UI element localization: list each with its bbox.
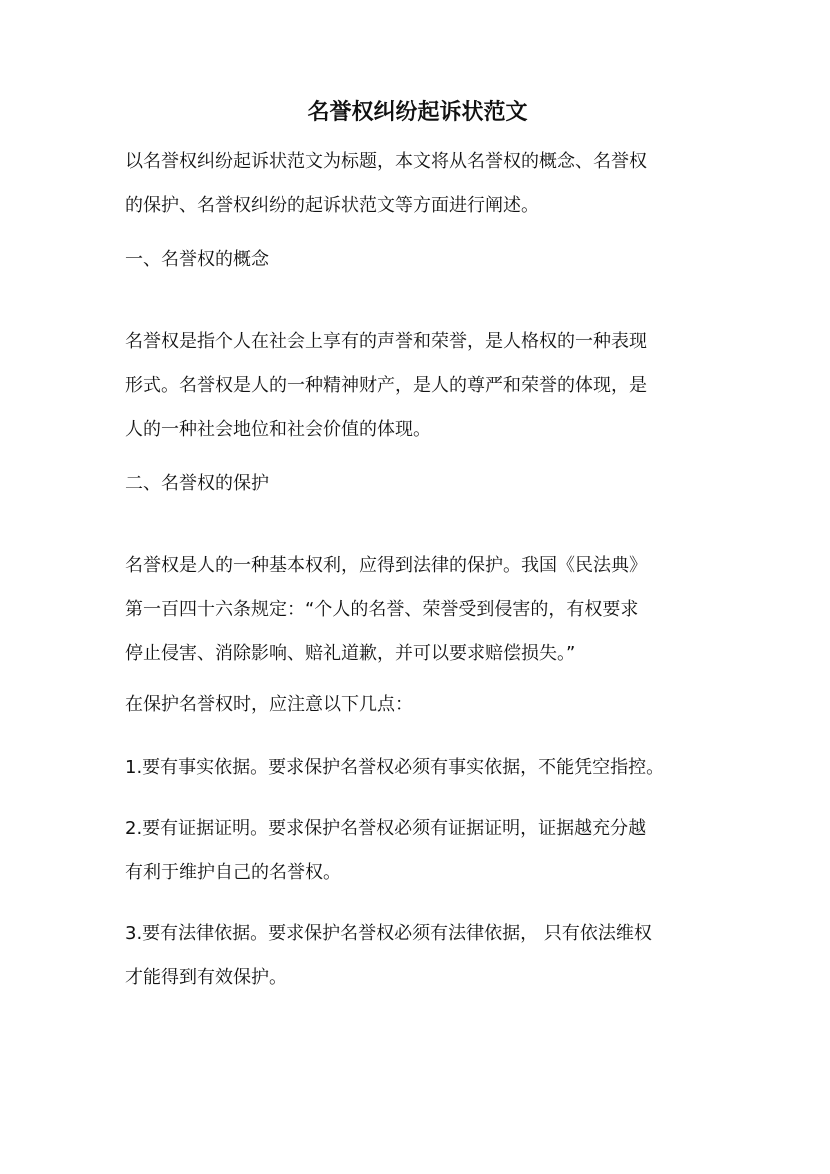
- list-item: 1.要有事实依据。要求保护名誉权必须有事实依据，不能凭空指控。: [125, 757, 665, 778]
- document-title: 名誉权纠纷起诉状范文: [307, 100, 528, 125]
- concept-paragraph: 名誉权是指个人在社会上享有的声誉和荣誉，是人格权的一种表现 形式。名誉权是人的一种精神财产，是人的尊严和荣誉的体现，是 人的一种社会地位和社会价值的体现。: [125, 331, 647, 440]
- protection-note: 在保护名誉权时，应注意以下几点：: [125, 694, 413, 715]
- list-item: 3.要有法律依据。要求保护名誉权必须有法律依据， 只有依法维权 才能得到有效保护。: [125, 923, 652, 988]
- document-body: [125, 95, 710, 1000]
- list-item: 2.要有证据证明。要求保护名誉权必须有证据证明，证据越充分越 有利于维护自己的名誉权。: [125, 818, 647, 883]
- section-heading-concept: 一、名誉权的概念: [125, 249, 269, 270]
- section-heading-protection: 二、名誉权的保护: [125, 473, 269, 494]
- intro-paragraph: 以名誉权纠纷起诉状范文为标题，本文将从名誉权的概念、名誉权 的保护、名誉权纠纷的起诉状范文等方面进行阐述。: [125, 151, 647, 216]
- protection-paragraph: 名誉权是人的一种基本权利，应得到法律的保护。我国《民法典》 第一百四十六条规定：“个人的名誉、荣誉受到侵害的，有权要求 停止侵害、消除影响、赔礼道歉，并可以要求赔偿损失。”: [125, 555, 647, 664]
